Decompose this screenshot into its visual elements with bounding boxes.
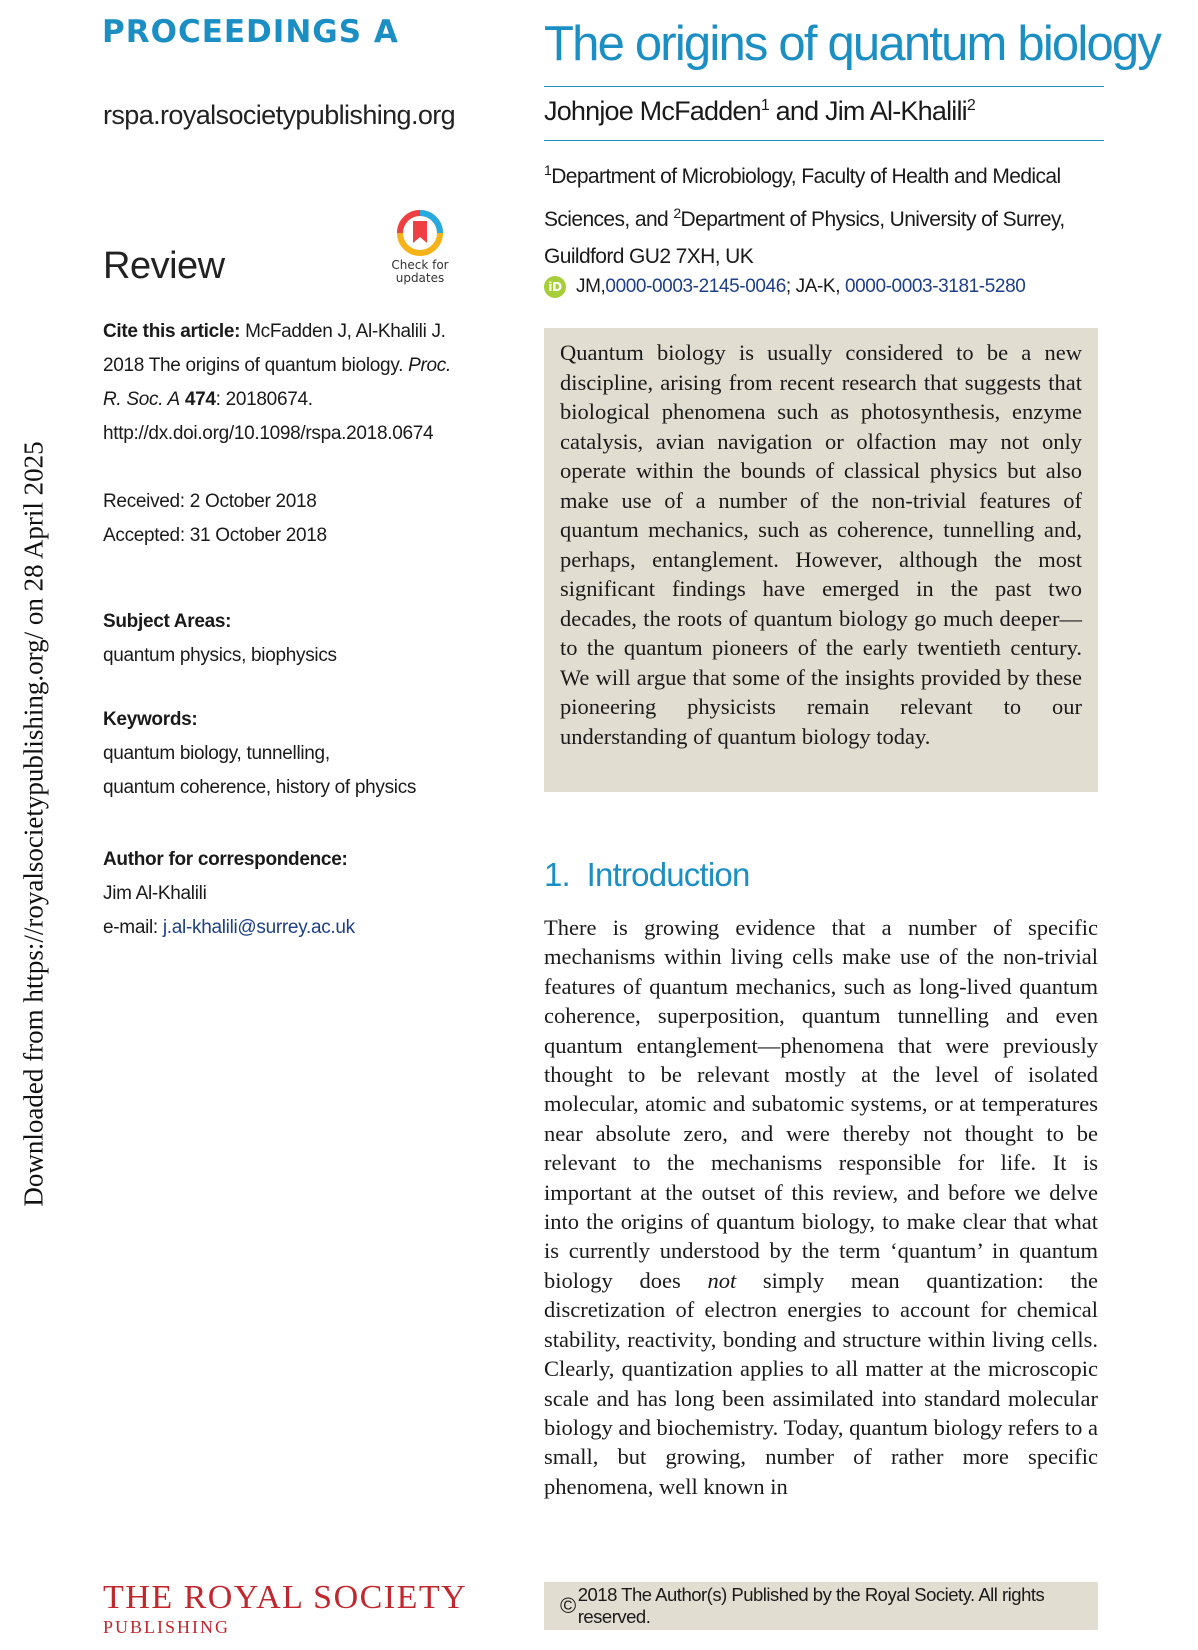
affil-1-text: Department of Microbiology, Faculty of Health and Medical Sciences, and [544,165,1061,231]
title-rule [544,86,1104,87]
cite-doi-link[interactable]: http://dx.doi.org/10.1098/rspa.2018.0674 [103,423,434,444]
section-heading-introduction: 1. Introduction [544,856,750,893]
copyright-bar [544,1582,1098,1630]
affil-2-marker: 2 [673,205,681,221]
intro-text-part2: simply mean quantization: the discretization of electron energies to account for chemical stability, reactivity, bonding and structure within living cells. Clearly, quantization applies to all matter at the microscopic scale and has long been assimilated into standard molecular biology and biochemistry. Today, quantum biology refers to a small, but growing, number of rather more specific phenomena, well known in [544,1267,1098,1499]
journal-name: PROCEEDINGS A [102,14,399,50]
orcid-separator: ; JA-K, [785,276,845,297]
orcid-line [544,276,1025,298]
subject-areas-block [103,605,463,673]
email-label: e-mail: [103,917,163,938]
download-note: Downloaded from https://royalsocietypublishing.org/ on 28 April 2025 [18,441,49,1207]
author-separator: and [768,96,826,126]
cite-label: Cite this article: [103,321,241,342]
author-1: Johnjoe McFadden [544,96,761,126]
subject-areas-value: quantum physics, biophysics [103,645,337,666]
cite-volume: 474 [184,389,216,410]
correspondence-label: Author for correspondence: [103,849,348,870]
journal-website[interactable]: rspa.royalsocietypublishing.org [103,100,456,130]
author-1-affil: 1 [760,97,769,114]
article-title: The origins of quantum biology [544,17,1161,71]
keywords-line1: quantum biology, tunnelling, [103,743,330,764]
accepted-date: Accepted: 31 October 2018 [103,525,327,546]
crossmark-icon [395,208,445,258]
check-updates-line1: Check for [391,258,449,272]
intro-emphasis: not [707,1267,737,1293]
citation-block [103,315,463,451]
email-link[interactable]: j.al-khalili@surrey.ac.uk [162,917,355,938]
abstract-box [544,328,1098,792]
correspondence-name: Jim Al-Khalili [103,883,207,904]
introduction-body [544,913,1098,1501]
cite-text: McFadden J, Al-Khalili J. 2018 The origins of quantum biology. [103,321,446,376]
logo-line1: THE ROYAL SOCIETY [103,1579,468,1616]
orcid-jm-label: JM, [576,276,606,297]
received-date: Received: 2 October 2018 [103,491,317,512]
copyright-text: 2018 The Author(s) Published by the Royal Society. All rights reserved. [577,1584,1045,1627]
author-list [544,96,975,127]
logo-line2: PUBLISHING [103,1617,231,1637]
orcid-icon: iD [544,276,566,298]
author-2-affil: 2 [966,97,975,114]
cite-journal: Proc. R. Soc. A [103,355,451,410]
keywords-line2: quantum coherence, history of physics [103,777,417,798]
authors-rule [544,140,1104,141]
author-2: Jim Al-Khalili [825,96,967,126]
copyright-icon: © [560,1593,576,1618]
dates-block [103,485,463,553]
orcid-jm-link[interactable]: 0000-0003-2145-0046 [605,276,786,297]
article-type: Review [103,245,225,287]
affil-1-marker: 1 [544,162,552,178]
keywords-block [103,703,463,805]
affiliations [544,152,1104,275]
subject-areas-label: Subject Areas: [103,611,232,632]
check-updates-line2: updates [395,271,445,285]
cite-article-number: : 20180674. [215,389,313,410]
affil-2-text: Department of Physics, University of Surrey, Guildford GU2 7XH, UK [544,208,1065,268]
correspondence-block [103,843,463,945]
orcid-jak-link[interactable]: 0000-0003-3181-5280 [844,276,1026,297]
intro-text-part1: There is growing evidence that a number of specific mechanisms within living cells make use of the non-trivial features of quantum mechanics, such as long-lived quantum coherence, superposition, quantum tunnelling and even quantum entanglement—phenomena that were previously thought to be relevant mostly at the level of isolated molecular, atomic and subatomic systems, or at temperatures near absolute zero, and were thereby not thought to be relevant to the mechanisms responsible for life. It is important at the outset of this review, and before we delve into the origins of quantum biology, to make clear that what is currently understood by the term ‘quantum’ in quantum biology does [544,915,1098,1293]
royal-society-logo [103,1580,467,1638]
keywords-label: Keywords: [103,709,198,730]
abstract-text: Quantum biology is usually considered to be a new discipline, arising from recent research that suggests that biological phenomena such as photosynthesis, enzyme catalysis, avian navigation or olfaction may not only operate within the bounds of classical physics but also make use of a number of the non-trivial features of quantum mechanics, such as coherence, tunnelling and, perhaps, entanglement. However, although the most significant findings have emerged in the past two decades, the roots of quantum biology go much deeper—to the quantum pioneers of the early twentieth century. We will argue that some of the insights provided by these pioneering physicists remain relevant to our understanding of quantum biology today. [560,340,1082,749]
check-for-updates-button[interactable] [385,208,455,285]
